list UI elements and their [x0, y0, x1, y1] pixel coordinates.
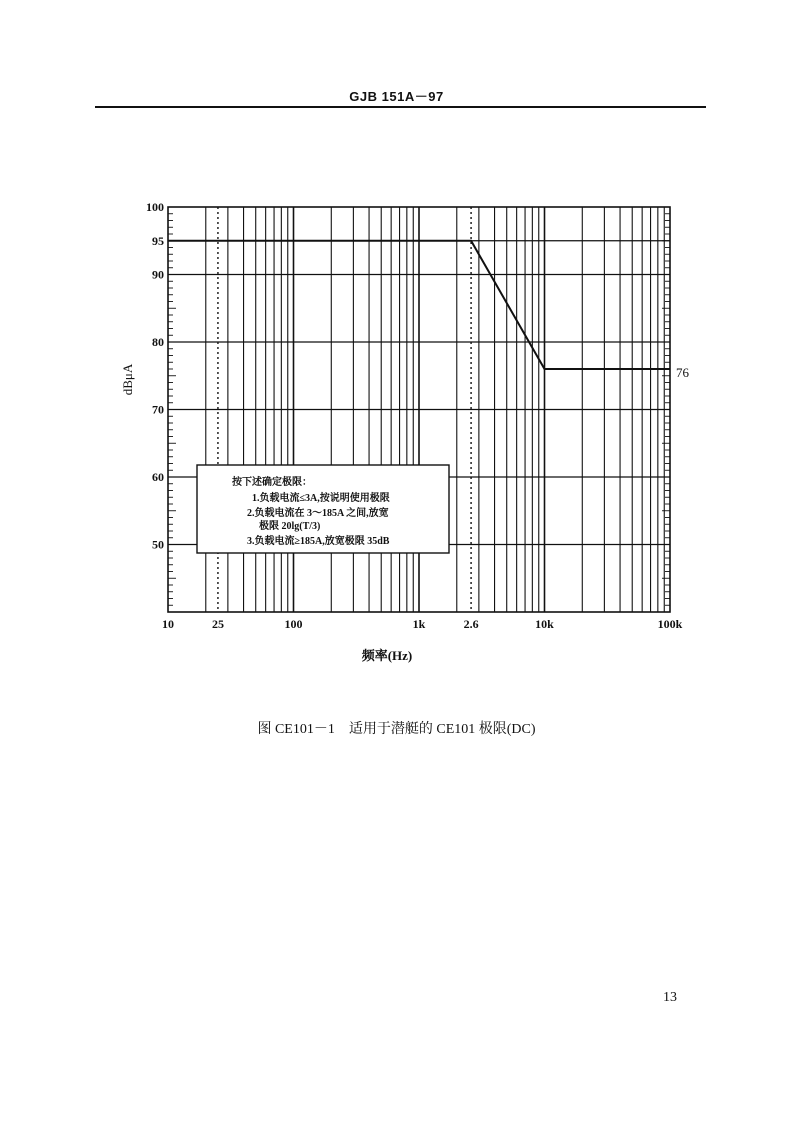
note-line-1: 1.负载电流≤3A,按说明使用极限	[252, 493, 390, 504]
x-tick-label: 1k	[412, 617, 426, 631]
y-axis-label: dBμA	[120, 363, 135, 396]
y-tick-label: 80	[152, 335, 164, 349]
x-axis-label: 频率(Hz)	[361, 648, 413, 663]
note-box	[197, 465, 449, 553]
x-tick-label: 2.6	[463, 617, 479, 631]
y-tick-label: 50	[152, 537, 164, 552]
y-tick-label: 70	[152, 402, 164, 417]
x-tick-labels	[162, 617, 683, 631]
y-tick-label: 95	[152, 233, 164, 248]
y-tick-label: 60	[152, 470, 164, 484]
y-tick-label: 100	[146, 200, 164, 214]
x-tick-label: 25	[211, 617, 224, 631]
y-tick-labels	[146, 200, 164, 552]
x-tick-label: 10k	[535, 617, 554, 631]
annotation-76: 76	[676, 365, 689, 380]
page-number: 13	[663, 990, 677, 1005]
y-tick-label: 90	[152, 267, 164, 282]
figure-caption: 图 CE101－1 适用于潜艇的 CE101 极限(DC)	[257, 722, 536, 737]
note-line-3: 极限 20lg(T/3)	[259, 521, 321, 532]
note-line-2: 2.负载电流在 3～185A 之间,放宽	[247, 508, 389, 519]
note-title: 按下述确定极限：	[232, 477, 312, 488]
x-tick-label: 10	[162, 617, 174, 631]
document-code: GJB 151A－97	[349, 89, 444, 104]
x-tick-label: 100	[284, 617, 303, 631]
x-tick-label: 100k	[657, 617, 683, 631]
note-line-4: 3.负载电流≥185A,放宽极限 35dB	[247, 536, 390, 547]
